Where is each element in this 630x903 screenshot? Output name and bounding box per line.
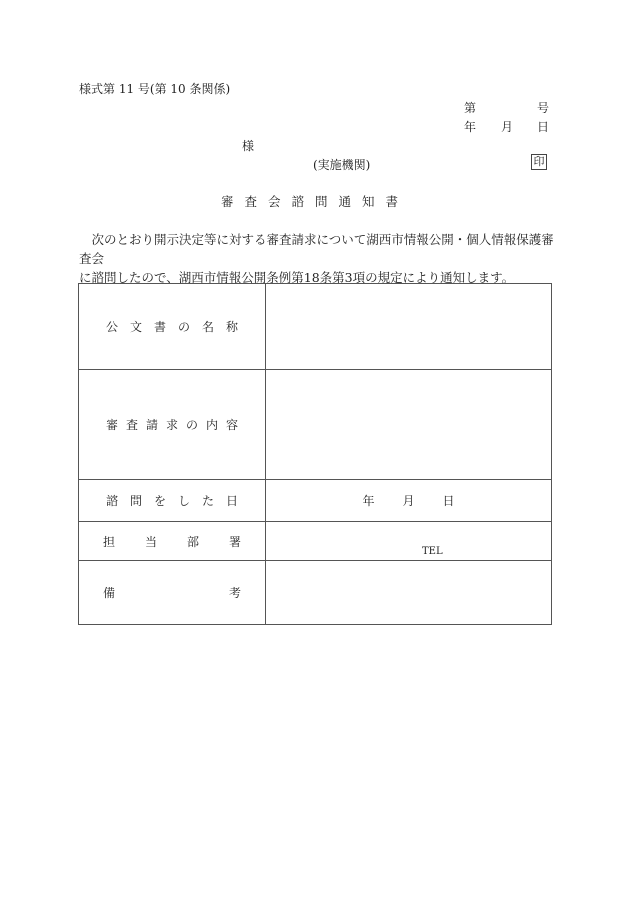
document-title: 審査会諮問通知書	[220, 194, 409, 209]
tel-label: TEL	[422, 546, 443, 557]
field-department[interactable]	[266, 522, 552, 561]
body-text	[79, 230, 559, 287]
date-year: 年	[464, 120, 477, 134]
label-inquiry-date: 諮問をした日	[79, 480, 266, 522]
table-row	[79, 370, 552, 480]
label-request-content: 審査請求の内容	[79, 370, 266, 480]
label-department: 担 当 部 署	[79, 522, 266, 561]
number-suffix: 号	[537, 101, 550, 115]
field-request-content[interactable]	[266, 370, 552, 480]
date-month: 月	[501, 120, 514, 134]
table-row	[79, 561, 552, 625]
seal-icon: 印	[531, 154, 547, 170]
body-line-1: 次のとおり開示決定等に対する審査請求について湖西市情報公開・個人情報保護審査会	[79, 232, 554, 266]
table-row	[79, 522, 552, 561]
addressee-suffix: 様	[242, 139, 255, 153]
number-prefix: 第	[464, 101, 477, 115]
table-row	[79, 480, 552, 522]
label-remarks: 備 考	[79, 561, 266, 625]
agency-label: (実施機関)	[313, 158, 371, 172]
field-document-name[interactable]	[266, 284, 552, 370]
date-day: 日	[537, 120, 550, 134]
table-row	[79, 284, 552, 370]
label-document-name: 公文書の名称	[79, 284, 266, 370]
form-table	[78, 283, 552, 625]
form-id: 様式第 11 号(第 10 条関係)	[79, 82, 231, 96]
body-line-2: に諮問したので、湖西市情報公開条例第18条第3項の規定により通知します。	[79, 270, 515, 285]
field-remarks[interactable]	[266, 561, 552, 625]
field-inquiry-date[interactable]: 年 月 日	[266, 480, 552, 522]
